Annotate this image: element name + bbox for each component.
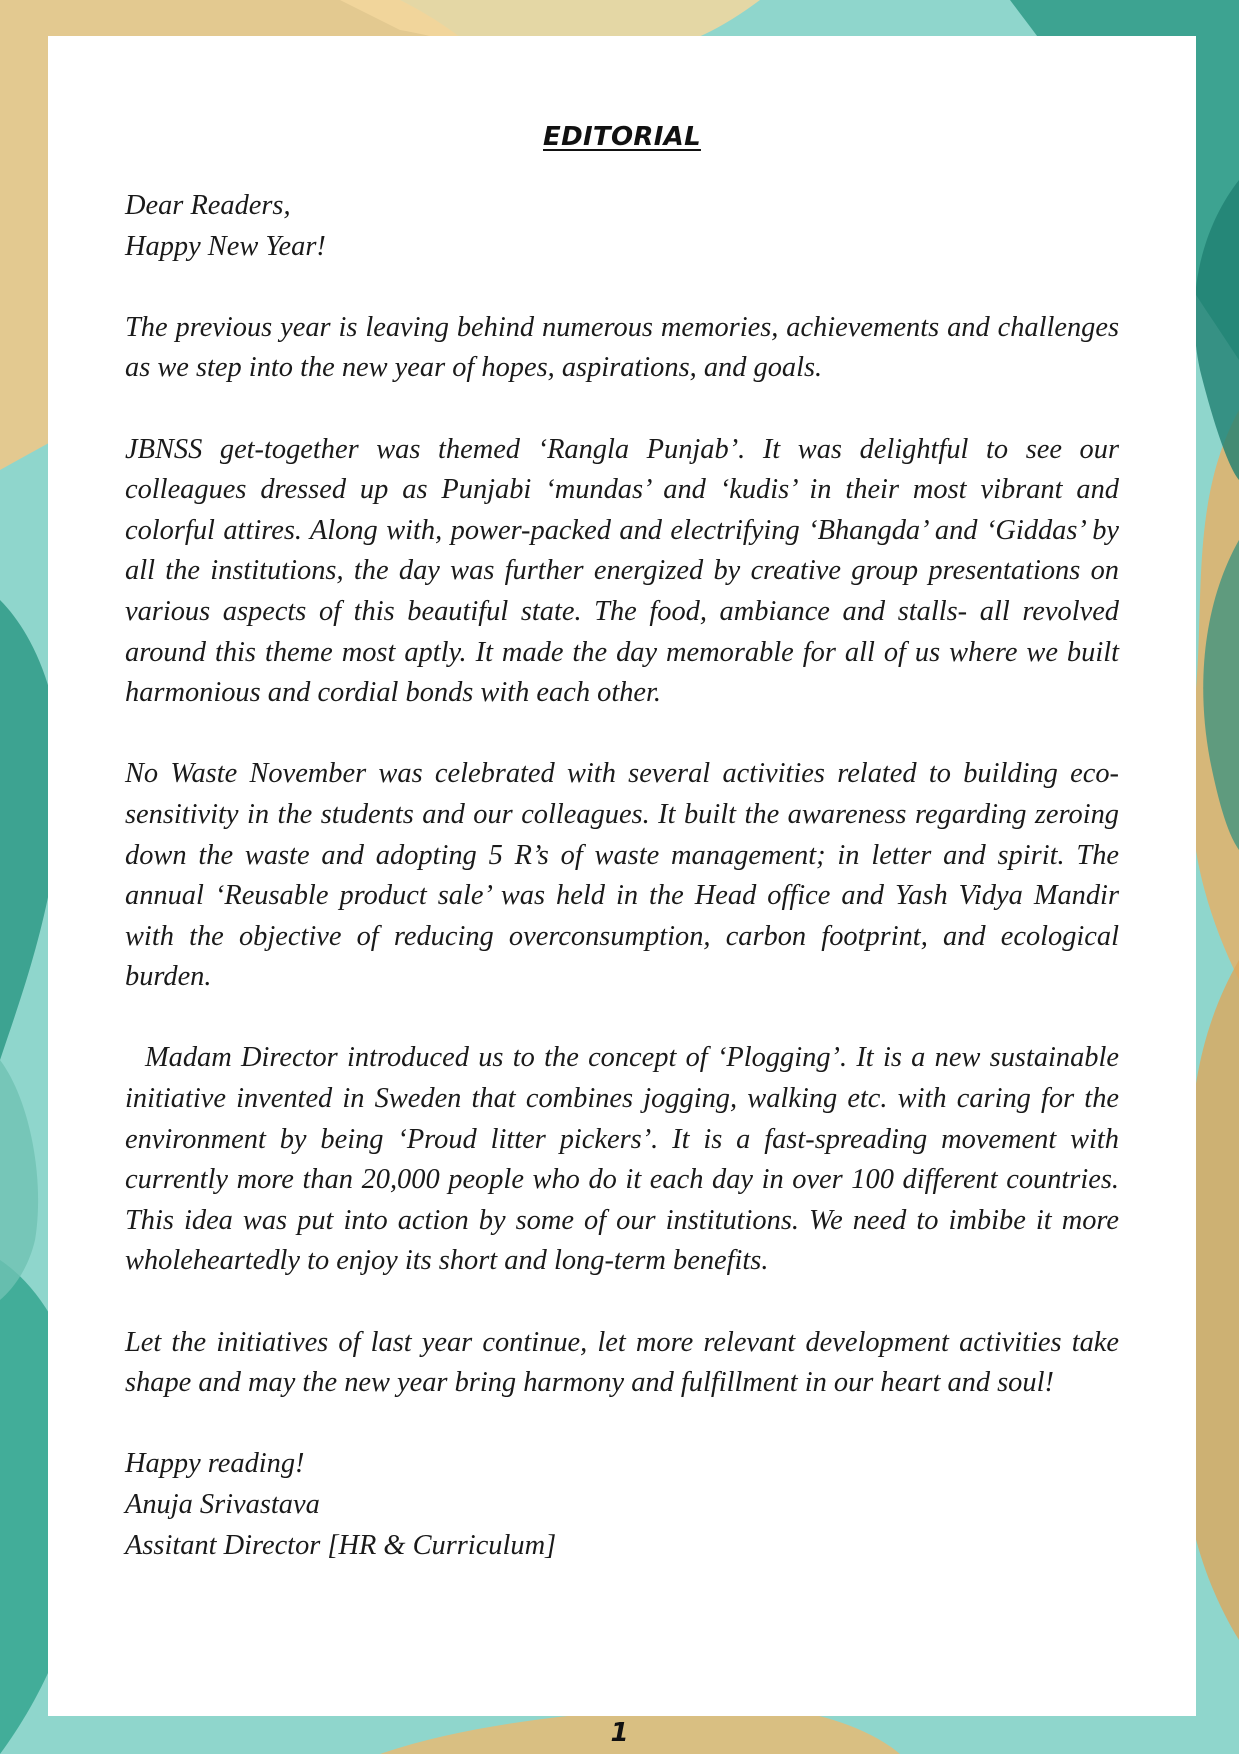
signature-name: Anuja Srivastava — [125, 1489, 320, 1520]
editorial-page — [48, 36, 1196, 1716]
paragraph-intro: The previous year is leaving behind numerous memories, achievements and challenges as we step into the new year of hopes, aspirations, and goals. — [125, 311, 1119, 384]
paragraph-no-waste-november: No Waste November was celebrated with several activities related to building eco-sensitivity in the students and our colleagues. It built the awareness regarding zeroing down the waste and adopting 5 R’s of waste management; in letter and spirit. The annual ‘Reusable product sale’ was held in the Head office and Yash Vidya Mandir with the objective of reducing overconsumption, carbon footprint, and ecological burden. — [125, 758, 1119, 993]
greeting: Happy New Year! — [125, 230, 326, 262]
signature-title: Assitant Director [HR & Curriculum] — [125, 1529, 557, 1561]
paragraph-closing-wish: Let the initiatives of last year continue, let more relevant development activities take shape and may the new year bring harmony and fulfillment in our heart and soul! — [125, 1326, 1119, 1399]
paragraph-rangla-punjab: JBNSS get-together was themed ‘Rangla Punjab’. It was delightful to see our colleagues dressed up as Punjabi ‘mundas’ and ‘kudis’ in their most vibrant and colorful attires. Along with, power-packed and electrifying ‘Bhangda’ and ‘Giddas’ by all the institutions, the day was further energized by creative group presentations on various aspects of this beautiful state. The food, ambiance and stalls- all revolved around this theme most aptly. It made the day memorable for all of us where we built harmonious and cordial bonds with each other. — [125, 433, 1119, 709]
page-title: EDITORIAL — [543, 122, 701, 152]
page-number: 1 — [610, 1718, 629, 1748]
paragraph-plogging: Madam Director introduced us to the concept of ‘Plogging’. It is a new sustainable initiative invented in Sweden that combines jogging, walking etc. with caring for the environment by being ‘Proud litter pickers’. It is a fast-spreading movement with currently more than 20,000 people who do it each day in over 100 different countries. This idea was put into action by some of our institutions. We need to imbibe it more wholeheartedly to enjoy its short and long-term benefits. — [125, 1042, 1119, 1277]
salutation: Dear Readers, — [125, 190, 291, 221]
editorial-body — [125, 186, 1119, 1566]
closing-line: Happy reading! — [125, 1448, 305, 1480]
